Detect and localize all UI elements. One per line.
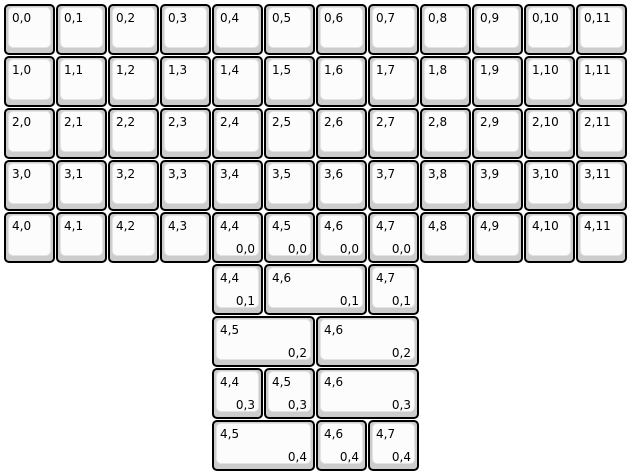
key-option-label: 0,1 xyxy=(339,294,359,308)
alt-key xyxy=(264,264,367,315)
key xyxy=(420,160,471,211)
key xyxy=(472,108,523,159)
key-matrix-label: 4,8 xyxy=(428,219,448,233)
key xyxy=(316,108,367,159)
key-matrix-label: 1,7 xyxy=(376,63,396,77)
key-option-label: 0,2 xyxy=(391,346,411,360)
key xyxy=(420,4,471,55)
key-matrix-label: 2,6 xyxy=(324,115,344,129)
key xyxy=(316,56,367,107)
key-matrix-label: 3,1 xyxy=(64,167,84,181)
key xyxy=(472,212,523,263)
key-matrix-label: 0,7 xyxy=(376,11,396,25)
key-option-label: 0,3 xyxy=(391,398,411,412)
key-matrix-label: 1,2 xyxy=(116,63,136,77)
key-matrix-label: 4,2 xyxy=(116,219,136,233)
key-matrix-label: 3,2 xyxy=(116,167,136,181)
key-matrix-label: 2,1 xyxy=(64,115,84,129)
key xyxy=(472,56,523,107)
key-option-label: 0,4 xyxy=(339,450,359,464)
key-matrix-label: 2,0 xyxy=(12,115,32,129)
key xyxy=(56,212,107,263)
key-matrix-label: 4,4 xyxy=(220,219,240,233)
key-matrix-label: 0,6 xyxy=(324,11,344,25)
key xyxy=(160,212,211,263)
key xyxy=(212,212,263,263)
key-option-label: 0,0 xyxy=(391,242,411,256)
key xyxy=(576,160,627,211)
key-matrix-label: 2,7 xyxy=(376,115,396,129)
key-matrix-label: 4,5 xyxy=(272,219,292,233)
alt-key xyxy=(368,264,419,315)
key xyxy=(56,160,107,211)
key xyxy=(4,4,55,55)
key-matrix-label: 1,9 xyxy=(480,63,500,77)
key xyxy=(472,4,523,55)
key-matrix-label: 0,11 xyxy=(584,11,611,25)
key-option-label: 0,2 xyxy=(287,346,307,360)
key xyxy=(576,108,627,159)
key xyxy=(160,160,211,211)
key xyxy=(264,160,315,211)
key-matrix-label: 4,5 xyxy=(220,323,240,337)
key-matrix-label: 3,11 xyxy=(584,167,611,181)
key-matrix-label: 3,10 xyxy=(532,167,559,181)
key-matrix-label: 3,6 xyxy=(324,167,344,181)
key xyxy=(4,212,55,263)
key-matrix-label: 4,11 xyxy=(584,219,611,233)
key-matrix-label: 4,4 xyxy=(220,271,240,285)
alt-key xyxy=(316,368,419,419)
alt-key xyxy=(212,316,315,367)
key-matrix-label: 0,0 xyxy=(12,11,32,25)
key-matrix-label: 1,6 xyxy=(324,63,344,77)
key xyxy=(264,56,315,107)
key-matrix-label: 0,4 xyxy=(220,11,240,25)
key-matrix-label: 0,2 xyxy=(116,11,136,25)
key xyxy=(368,4,419,55)
key-matrix-label: 2,2 xyxy=(116,115,136,129)
key-matrix-label: 3,4 xyxy=(220,167,240,181)
key xyxy=(160,108,211,159)
key-matrix-label: 0,3 xyxy=(168,11,188,25)
key xyxy=(212,4,263,55)
alt-key xyxy=(212,264,263,315)
key-matrix-label: 2,4 xyxy=(220,115,240,129)
key xyxy=(576,56,627,107)
key-matrix-label: 2,11 xyxy=(584,115,611,129)
key-option-label: 0,0 xyxy=(339,242,359,256)
key xyxy=(524,4,575,55)
key-matrix-label: 4,1 xyxy=(64,219,84,233)
key xyxy=(108,108,159,159)
key-option-label: 0,4 xyxy=(287,450,307,464)
key xyxy=(368,108,419,159)
key xyxy=(524,160,575,211)
key-matrix-label: 4,10 xyxy=(532,219,559,233)
key-option-label: 0,1 xyxy=(391,294,411,308)
key-matrix-label: 4,6 xyxy=(272,271,292,285)
key xyxy=(160,4,211,55)
key-matrix-label: 4,6 xyxy=(324,375,344,389)
key-matrix-label: 3,7 xyxy=(376,167,396,181)
key xyxy=(4,108,55,159)
key-matrix-label: 4,3 xyxy=(168,219,188,233)
key xyxy=(524,108,575,159)
key xyxy=(108,56,159,107)
key-matrix-label: 4,7 xyxy=(376,271,396,285)
key-matrix-label: 3,5 xyxy=(272,167,292,181)
key-matrix-label: 1,8 xyxy=(428,63,448,77)
key xyxy=(524,56,575,107)
key-matrix-label: 2,9 xyxy=(480,115,500,129)
key xyxy=(160,56,211,107)
key-matrix-label: 1,0 xyxy=(12,63,32,77)
key-matrix-label: 2,3 xyxy=(168,115,188,129)
key xyxy=(420,108,471,159)
key xyxy=(212,56,263,107)
key-matrix-label: 1,3 xyxy=(168,63,188,77)
key xyxy=(264,4,315,55)
key-matrix-label: 4,6 xyxy=(324,427,344,441)
key xyxy=(316,4,367,55)
key xyxy=(368,160,419,211)
key xyxy=(420,212,471,263)
key xyxy=(4,56,55,107)
key xyxy=(524,212,575,263)
key-matrix-label: 1,10 xyxy=(532,63,559,77)
key xyxy=(316,212,367,263)
key-matrix-label: 4,7 xyxy=(376,427,396,441)
key-matrix-label: 0,10 xyxy=(532,11,559,25)
key-matrix-label: 2,5 xyxy=(272,115,292,129)
key-matrix-label: 4,5 xyxy=(220,427,240,441)
key xyxy=(576,212,627,263)
key xyxy=(316,160,367,211)
key xyxy=(368,212,419,263)
key-matrix-label: 0,9 xyxy=(480,11,500,25)
key-matrix-label: 1,11 xyxy=(584,63,611,77)
key-matrix-label: 4,9 xyxy=(480,219,500,233)
key xyxy=(108,212,159,263)
key xyxy=(108,4,159,55)
key xyxy=(212,160,263,211)
key-option-label: 0,0 xyxy=(287,242,307,256)
key-matrix-label: 4,7 xyxy=(376,219,396,233)
key-matrix-label: 2,10 xyxy=(532,115,559,129)
key-option-label: 0,3 xyxy=(235,398,255,412)
key-option-label: 0,3 xyxy=(287,398,307,412)
alt-key xyxy=(316,316,419,367)
key-matrix-label: 3,3 xyxy=(168,167,188,181)
key-matrix-label: 1,4 xyxy=(220,63,240,77)
key-matrix-label: 4,0 xyxy=(12,219,32,233)
key-option-label: 0,1 xyxy=(235,294,255,308)
key-matrix-label: 3,8 xyxy=(428,167,448,181)
alt-key xyxy=(264,368,315,419)
key-matrix-label: 4,6 xyxy=(324,219,344,233)
key xyxy=(212,108,263,159)
key xyxy=(4,160,55,211)
alt-key xyxy=(212,420,315,471)
key xyxy=(56,4,107,55)
key xyxy=(56,56,107,107)
key-matrix-label: 4,6 xyxy=(324,323,344,337)
key xyxy=(420,56,471,107)
key xyxy=(264,108,315,159)
key-matrix-label: 0,5 xyxy=(272,11,292,25)
key xyxy=(576,4,627,55)
key xyxy=(108,160,159,211)
key-matrix-label: 2,8 xyxy=(428,115,448,129)
key-matrix-label: 3,9 xyxy=(480,167,500,181)
key-option-label: 0,0 xyxy=(235,242,255,256)
key-matrix-label: 1,1 xyxy=(64,63,84,77)
key xyxy=(472,160,523,211)
key-option-label: 0,4 xyxy=(391,450,411,464)
key-matrix-label: 4,5 xyxy=(272,375,292,389)
alt-key xyxy=(368,420,419,471)
key-matrix-label: 3,0 xyxy=(12,167,32,181)
key-matrix-label: 1,5 xyxy=(272,63,292,77)
key-matrix-label: 0,1 xyxy=(64,11,84,25)
key-matrix-label: 4,4 xyxy=(220,375,240,389)
key xyxy=(264,212,315,263)
alt-key xyxy=(316,420,367,471)
alt-key xyxy=(212,368,263,419)
key-matrix-label: 0,8 xyxy=(428,11,448,25)
key xyxy=(56,108,107,159)
key xyxy=(368,56,419,107)
